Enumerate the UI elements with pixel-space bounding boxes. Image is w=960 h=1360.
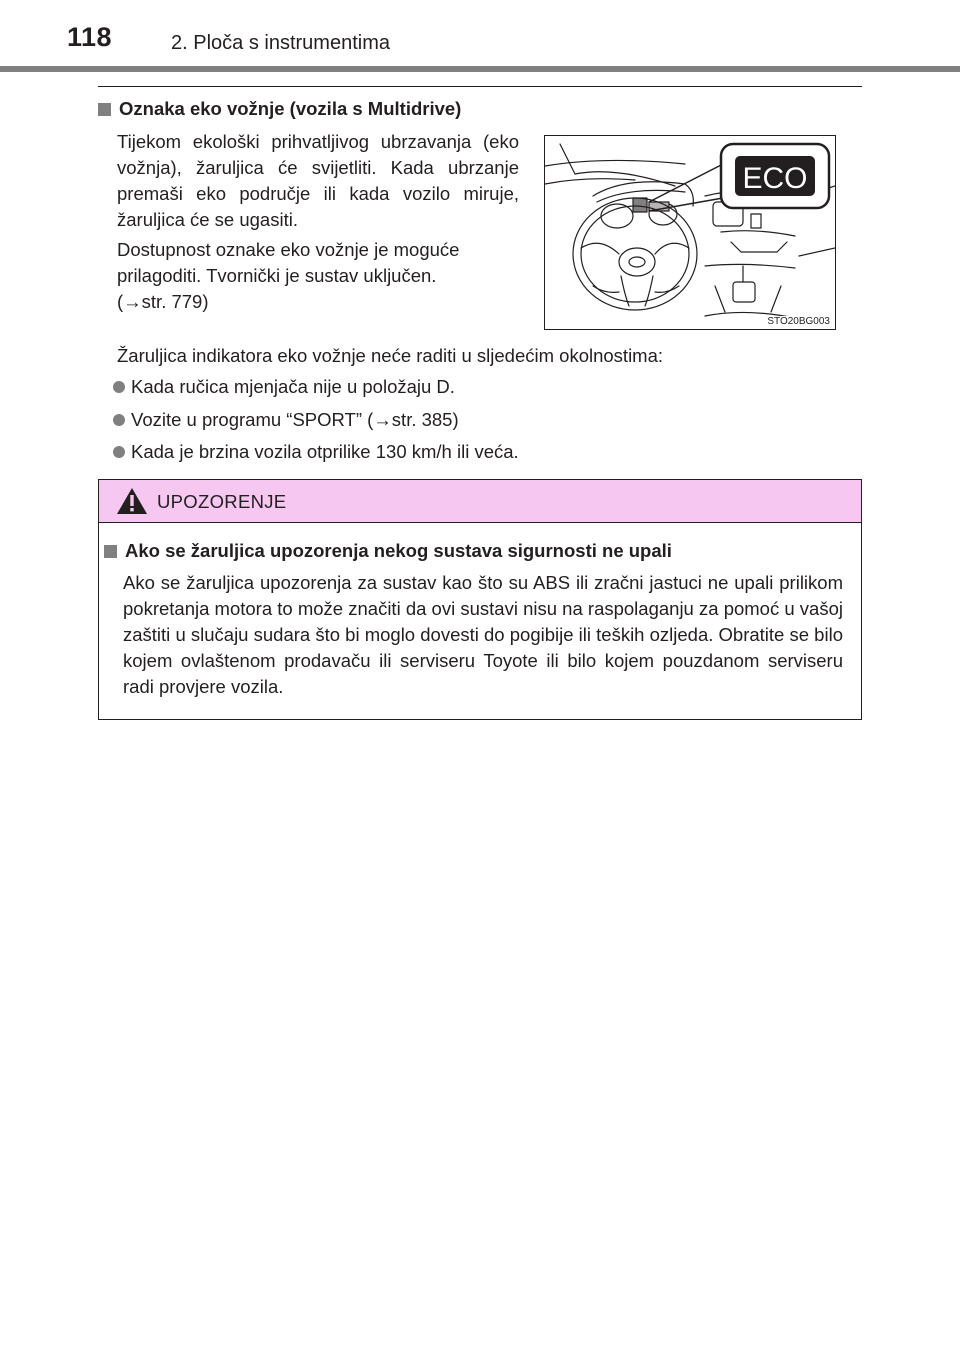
section-heading-text: Oznaka eko vožnje (vozila s Multidrive) [119,98,462,119]
section-heading [98,98,461,120]
chapter-title: 2. Ploča s instrumentima [171,32,390,54]
page-reference-link[interactable]: (→str. 779) [117,291,209,312]
figure-code: STO20BG003 [767,316,830,327]
list-item-text: Kada ručica mjenjača nije u položaju D. [131,376,455,397]
square-bullet-icon [98,103,111,116]
paragraph-conditions: Žaruljica indikatora eko vožnje neće raditi u sljedećim okolnostima: [117,345,664,366]
warning-body: Ako se žaruljica upozorenja za sustav kao što su ABS ili zračni jastuci ne upali prilikom pokretanja motora to može značiti da ovi sustavi nisu na raspolaganju za pomoć u vašoj zaštiti u slučaju sudara što bi moglo dovesti do pogibije ili teških ozljeda. Obratite se bilo kojem ovlaštenom prodavaču ili serviseru Toyote ili bilo kojem pouzdanom serviseru radi provjere vozila. [123,572,843,697]
bullet-dot-icon [113,381,125,393]
list-item [113,374,519,400]
paragraph-customize-text: Dostupnost oznake eko vožnje je moguće prilagoditi. Tvornički je sustav uključen. [117,239,460,286]
warning-heading-text: Ako se žaruljica upozorenja nekog sustava sigurnosti ne upali [125,540,672,561]
list-item [113,407,519,433]
warning-title: UPOZORENJE [157,491,287,512]
conditions-list [113,374,519,472]
bullet-dot-icon [113,414,125,426]
warning-header [99,480,861,523]
paragraph-customize [117,237,519,315]
warning-triangle-icon [116,487,148,520]
warning-heading [104,540,672,562]
bullet-dot-icon [113,446,125,458]
header-rule [0,66,960,72]
list-item-text: Vozite u programu “SPORT” (→str. 385) [131,408,459,430]
dashboard-drawing [545,136,835,329]
eco-badge-text: ECO [742,162,808,195]
page-number: 118 [67,22,113,52]
list-item [113,439,519,465]
section-top-rule [98,86,862,87]
square-bullet-icon [104,545,117,558]
warning-box [98,479,862,720]
list-item-text: Kada je brzina vozila otprilike 130 km/h ili veća. [131,441,519,462]
paragraph-eco-light: Tijekom ekološki prihvatljivog ubrzavanja (eko vožnja), žaruljica će svijetliti. Kada ubrzanje premaši eko područje ili kada vozilo miruje, žaruljica će se ugasiti. [117,131,519,230]
dashboard-illustration [544,135,836,330]
